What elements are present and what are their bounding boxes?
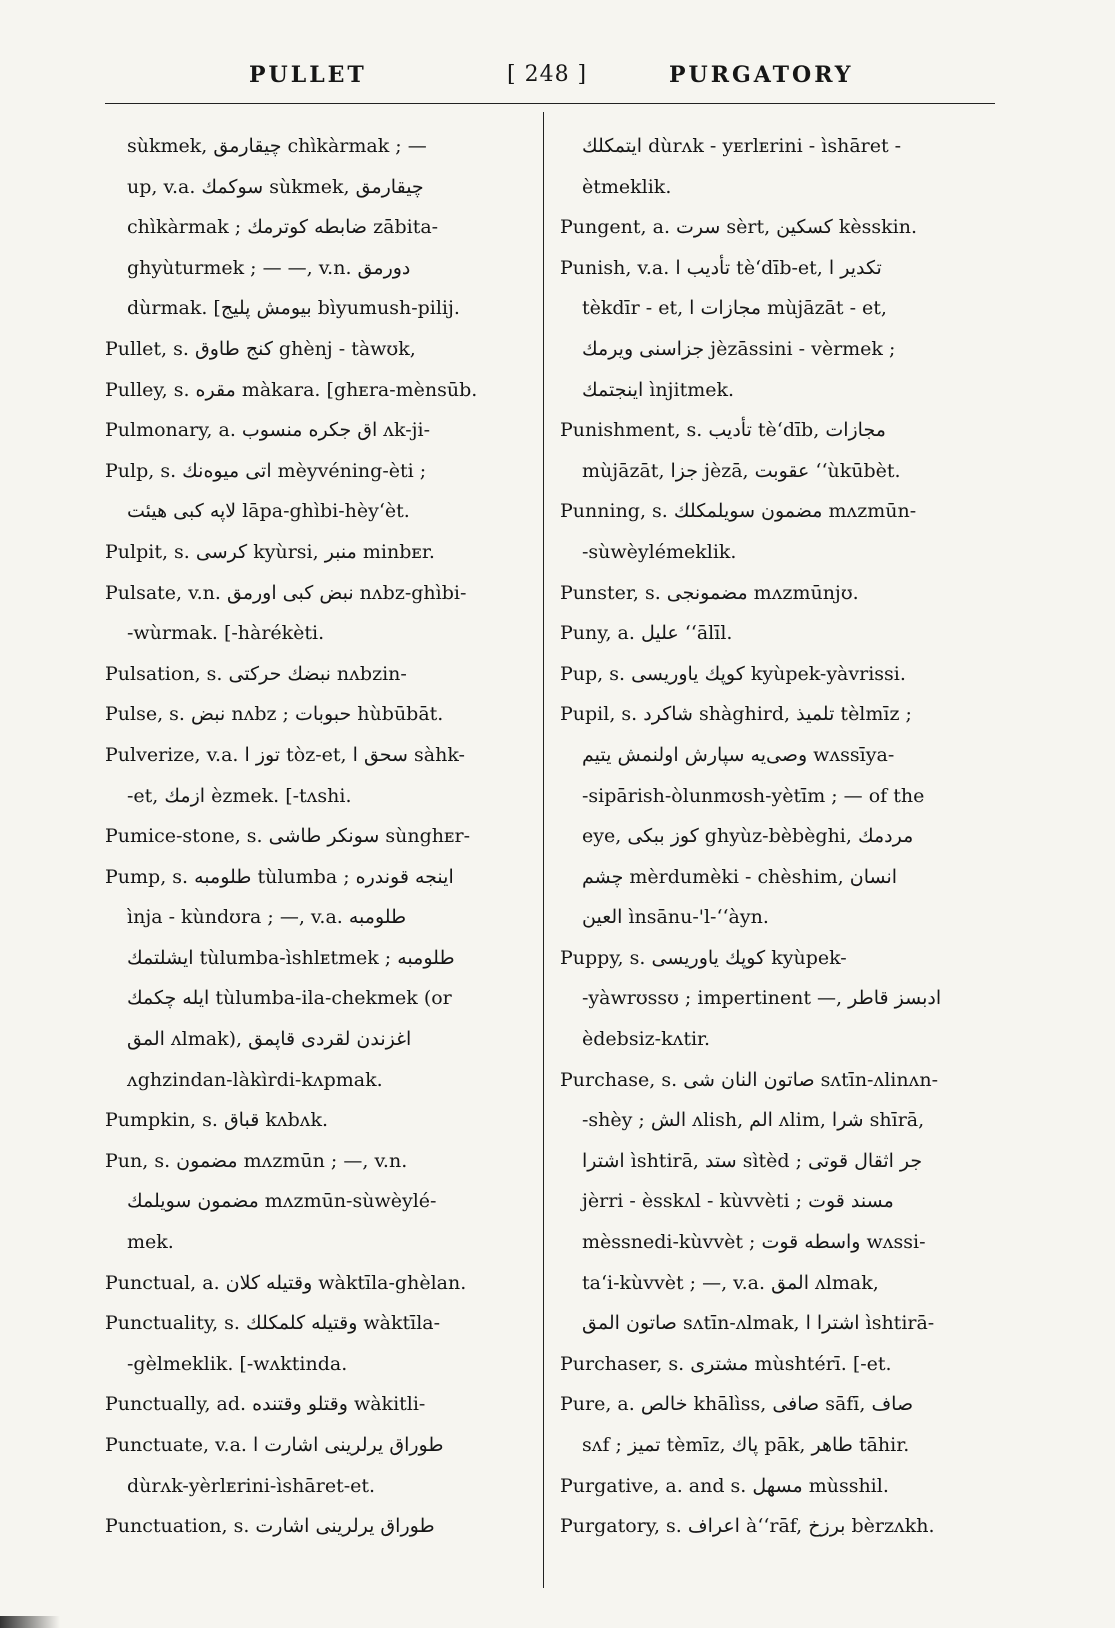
dictionary-line: chìkàrmak ; ضابطه کوترمك zābita- (127, 216, 439, 239)
dictionary-line: -shèy ; الش ʌlish, الم ʌlim, شرا shīrā, (582, 1109, 925, 1132)
dictionary-line: Punish, v.a. تأدیب ا tè‘dīb-et, تکدیر ا (560, 256, 882, 279)
dictionary-line: sùkmek, چیقارمق chìkàrmak ; — (127, 135, 427, 157)
dictionary-line: ètmeklik. (582, 175, 672, 198)
left-column (105, 126, 529, 1547)
dictionary-line: dùrmak. [بیومش پلیج bìyumush-pilij. (127, 297, 460, 320)
dictionary-line: Pun, s. مضمون mʌzmūn ; —, v.n. (105, 1149, 408, 1172)
dictionary-line: èdebsiz-kʌtir. (582, 1028, 711, 1051)
dictionary-line: Puny, a. علیل ‘‘ālīl. (560, 622, 733, 645)
dictionary-line: ایله چکمك tùlumba-ila-chekmek (or (127, 987, 452, 1010)
dictionary-line: Punctually, ad. وقتلو وقتنده wàkitli- (105, 1393, 426, 1416)
dictionary-line: Pulse, s. نبض nʌbz ; حبوبات hùbūbāt. (105, 703, 444, 726)
header-rule (105, 103, 995, 104)
dictionary-line: Purgative, a. and s. مسهل mùsshil. (560, 1474, 889, 1497)
dictionary-line: Pump, s. طلومبه tùlumba ; اینجه قوندره (105, 865, 454, 888)
header-right-guide-word: PURGATORY (669, 62, 854, 88)
dictionary-line: Purchase, s. صاتون النان شی sʌtīn-ʌlinʌn- (560, 1068, 938, 1091)
dictionary-line: ایشلتمك tùlumba-ìshlᴇtmek ; طلومبه (127, 946, 455, 969)
dictionary-line: Purgatory, s. اعراف à‘‘rāf, برزخ bèrzʌkh. (560, 1515, 935, 1538)
dictionary-line: Pulp, s. اتی میوه‌نك mèyvéning-èti ; (105, 459, 427, 482)
dictionary-line: Pullet, s. کنج طاوق ghènj - tàwʊk, (105, 337, 416, 360)
dictionary-line: ʌghzindan-làkìrdi-kʌpmak. (127, 1068, 383, 1091)
dictionary-line: -yàwrʊssʊ ; impertinent —, ادبسز قاطر (582, 987, 942, 1010)
dictionary-line: Punning, s. مضمون سویلمکلك mʌzmūn- (560, 500, 917, 523)
dictionary-line: Pungent, a. سرت sèrt, کسکین kèsskin. (560, 216, 918, 239)
dictionary-line: -sùwèylémeklik. (582, 540, 737, 563)
dictionary-line: Pulmonary, a. اق جکره منسوب ʌk-ji- (105, 419, 431, 442)
dictionary-line: ìnja - kùndʊra ; —, v.a. طلومبه (127, 906, 407, 929)
dictionary-line: -wùrmak. [-hàrékèti. (127, 622, 325, 645)
dictionary-line: -et, ازمك èzmek. [-tʌshi. (127, 784, 352, 807)
dictionary-line: Pulsate, v.n. نبض کبی اورمق nʌbz-ghìbi- (105, 581, 467, 604)
dictionary-line: Punctuality, s. وقتیله کلمکلك wàktīla- (105, 1312, 441, 1335)
dictionary-line: ghyùturmek ; — —, v.n. دورمق (127, 256, 411, 279)
right-column (560, 126, 990, 1547)
dictionary-line: Pumpkin, s. قباق kʌbʌk. (105, 1109, 329, 1132)
dictionary-line: Pup, s. کوپك یاوریسی kyùpek-yàvrissi. (560, 662, 906, 685)
dictionary-line: Purchaser, s. مشتری mùshtérī. [-et. (560, 1352, 892, 1375)
header-left-guide-word: PULLET (249, 62, 367, 88)
dictionary-line: Punster, s. مضمونجی mʌzmūnjʊ. (560, 581, 859, 604)
dictionary-line: Punctual, a. وقتیله کلان wàktīla-ghèlan. (105, 1271, 467, 1294)
dictionary-line: tèkdīr - et, مجازات ا mùjāzāt - et, (582, 297, 887, 320)
dictionary-line: Punctuation, s. طوراق یرلرینی اشارت (105, 1515, 435, 1538)
dictionary-line: Pure, a. خالص khālìss, صافی sāfī, صاف (560, 1393, 914, 1416)
page-header (107, 58, 983, 98)
dictionary-line: ایتمکلك dùrʌk - yᴇrlᴇrini - ìshāret - (582, 135, 902, 157)
dictionary-line: اشترا ìshtirā, ستد sìtèd ; جر اثقال قوتی (582, 1149, 923, 1172)
dictionary-line: ta‘i-kùvvèt ; —, v.a. المق ʌlmak, (582, 1271, 879, 1294)
dictionary-line: Punishment, s. تأدیب tè‘dīb, مجازات (560, 419, 886, 442)
dictionary-line: Punctuate, v.a. طوراق یرلرینی اشارت ا (105, 1434, 444, 1456)
dictionary-line: jèrri - èsskʌl - kùvvèti ; مسند قوت (582, 1190, 894, 1213)
dictionary-line: Pulverize, v.a. توز ا tòz-et, سحق ا sàhk- (105, 743, 465, 766)
dictionary-line: العین ìnsānu-'l-‘‘àyn. (582, 906, 769, 929)
dictionary-line: المق ʌlmak), اغزندن لقردی قاپمق (127, 1028, 412, 1051)
dictionary-line: مضمون سویلمك mʌzmūn-sùwèylé- (127, 1190, 437, 1213)
dictionary-line: جزاسنی ویرمك jèzāssini - vèrmek ; (582, 337, 896, 360)
dictionary-line: -gèlmeklik. [-wʌktinda. (127, 1352, 348, 1375)
column-divider (543, 112, 544, 1588)
dictionary-line: up, v.a. سوکمك sùkmek, چیقارمق (127, 175, 424, 198)
page-number: [ 248 ] (507, 62, 588, 87)
dictionary-line: Pumice-stone, s. سونکر طاشی sùnghᴇr- (105, 825, 471, 848)
dictionary-line: صاتون المق sʌtīn-ʌlmak, اشترا ا ìshtirā- (582, 1312, 935, 1335)
scan-edge-shadow (0, 1616, 60, 1628)
dictionary-line: اینجتمك ìnjitmek. (582, 378, 735, 401)
dictionary-line: sʌf ; تمیز tèmīz, پاك pāk, طاهر tāhir. (582, 1434, 910, 1456)
dictionary-line: وصی‌یه سپارش اولنمش یتیم wʌssīya- (582, 743, 895, 766)
dictionary-line: چشم mèrdumèki - chèshim, انسان (582, 865, 898, 888)
dictionary-line: Pupil, s. شاکرد shàghird, تلمیذ tèlmīz ; (560, 703, 912, 726)
dictionary-line: Pulley, s. مقره màkara. [ghᴇra-mènsūb. (105, 378, 478, 401)
dictionary-line: Pulpit, s. کرسی kyùrsi, منبر minbᴇr. (105, 540, 435, 563)
dictionary-line: Puppy, s. کوپك یاوریسی kyùpek- (560, 946, 847, 969)
dictionary-line: dùrʌk-yèrlᴇrini-ìshāret-et. (127, 1474, 376, 1497)
dictionary-line: mèssnedi-kùvvèt ; واسطه قوت wʌssi- (582, 1231, 926, 1254)
dictionary-line: Pulsation, s. نبضك حرکتی nʌbzin- (105, 662, 407, 685)
dictionary-line: mek. (127, 1231, 174, 1254)
dictionary-line: eye, کوز ببکی ghyùz-bèbèghi, مردمك (582, 825, 914, 848)
dictionary-line: -sipārish-òlunmʊsh-yètīm ; — of the (582, 784, 925, 807)
dictionary-line: mùjāzāt, جزا jèzā, عقوبت ‘‘ùkūbèt. (582, 459, 901, 482)
dictionary-line: لاپه کبی هیئت lāpa-ghìbi-hèy‘èt. (127, 500, 410, 523)
